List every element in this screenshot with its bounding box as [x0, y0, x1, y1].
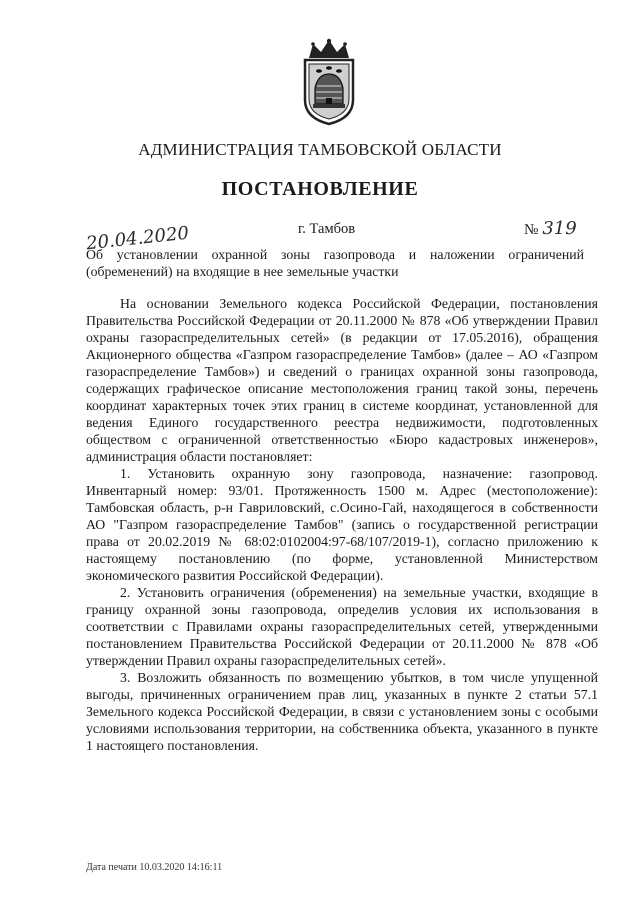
clause-3-paragraph: 3. Возложить обязанность по возмещению убытков, в том числе упущенной выгоды, причиненных ограничением прав лиц, указанных в пункте 2 статьи 57.1 Земельного кодекса Российской Федерации, в связи с установлением зоны с особыми условиями использования территории, на собственника объекта, указанного в пункте 1 настоящего постановления. — [86, 670, 598, 753]
handwritten-date: 20.04.2020 — [85, 222, 190, 255]
coat-of-arms-icon — [293, 38, 365, 126]
clause-2-paragraph: 2. Установить ограничения (обременения) на земельные участки, входящие в границу охранной зоны газопровода, определив условия их использования в соответствии с Правилами охраны газораспределительных сетей, утвержденными постановлением Правительства Российской Федерации от 20.11.2000 № 878 «Об утверждении Правил охраны газораспределительных сетей». — [86, 585, 598, 668]
clause-1-paragraph: 1. Установить охранную зону газопровода, назначение: газопровод. Инвентарный номер: 93/01. Протяженность 1500 м. Адрес (местоположение): Тамбовская область, р-н Гавриловский, с.Осино-Гай, находящегося в собственности АО "Газпром газораспределение Тамбов" (запись о государственной регистрации права от 20.02.2019 № 68:02:0102004:97-68/107/2019-1), согласно приложению к настоящему постановлению (по форме, установленной Министерством экономического развития Российской Федерации). — [86, 466, 598, 583]
number-sign: № — [524, 222, 539, 238]
document-number — [524, 218, 577, 239]
city-name: г. Тамбов — [298, 221, 356, 237]
organization-name: АДМИНИСТРАЦИЯ ТАМБОВСКОЙ ОБЛАСТИ — [138, 140, 502, 159]
preamble-paragraph: На основании Земельного кодекса Российской Федерации, постановления Правительства Российской Федерации от 20.11.2000 № 878 «Об утверждении Правил охраны газораспределительных сетей» (в редакции от 17.05.2016), обращения Акционерного общества «Газпром газораспределение Тамбов» (далее – АО «Газпром газораспределение Тамбов») и сведений о границах охранной зоны газопровода, содержащих графическое описание местоположения границ такой зоны, перечень координат характерных точек этих границ в системе координат, установленной для ведения Единого государственного реестра недвижимости, подготовленных обществом с ограниченной ответственностью «Бюро кадастровых инженеров», администрация области постановляет: — [86, 296, 598, 464]
handwritten-number: 319 — [542, 218, 577, 239]
document-type-title: ПОСТАНОВЛЕНИЕ — [221, 178, 419, 200]
print-date-footer: Дата печати 10.03.2020 14:16:11 — [86, 862, 223, 873]
document-body — [86, 295, 598, 754]
document-subject: Об установлении охранной зоны газопровода и наложении ограничений (обременений) на входящие в нее земельные участки — [86, 247, 584, 279]
